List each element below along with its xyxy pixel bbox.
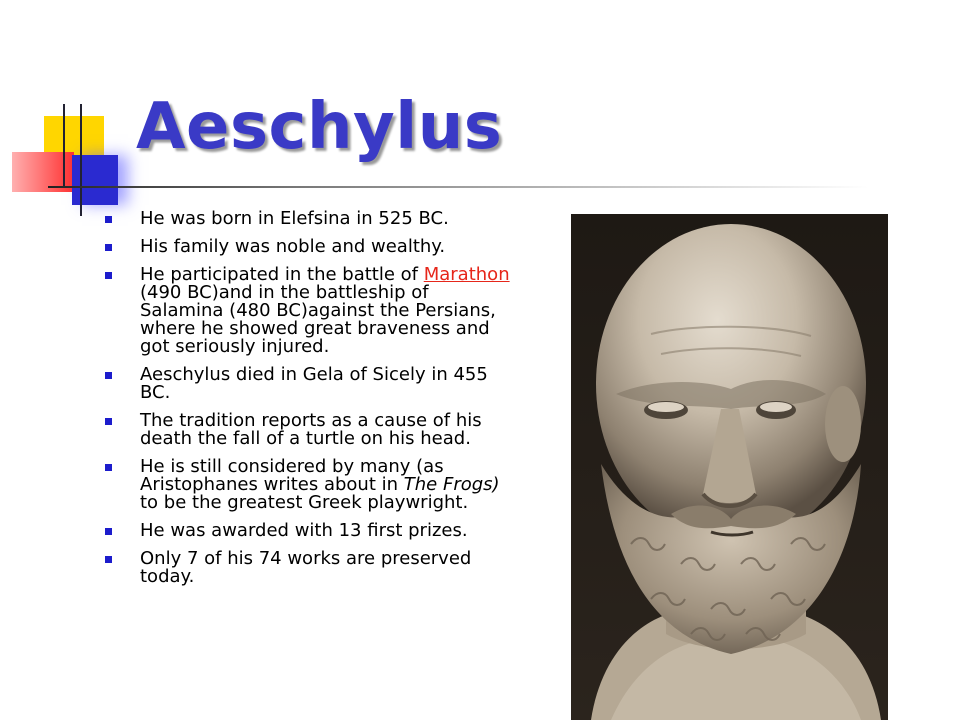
list-item-text: Aeschylus died in Gela of Sicely in 455 BC. (140, 364, 488, 403)
list-item (104, 210, 514, 228)
decor-vertical-line (80, 104, 82, 216)
list-item-text: Only 7 of his 74 works are preserved today. (140, 548, 472, 587)
bullet-square-icon (105, 556, 112, 563)
list-item-text: The tradition reports as a cause of his death the fall of a turtle on his head. (140, 410, 482, 449)
aeschylus-bust-image (571, 214, 888, 720)
decor-blue-square (72, 155, 118, 205)
bullet-square-icon (105, 244, 112, 251)
bullet-square-icon (105, 528, 112, 535)
bullet-square-icon (105, 272, 112, 279)
bullet-square-icon (105, 464, 112, 471)
list-item (104, 550, 514, 586)
list-item (104, 458, 514, 512)
list-item-text: He is still considered by many (as Aristophanes writes about in (140, 456, 444, 495)
title-underline (48, 186, 868, 188)
bullet-square-icon (105, 216, 112, 223)
list-item (104, 366, 514, 402)
list-item (104, 522, 514, 540)
marathon-link[interactable]: Marathon (423, 264, 510, 285)
decor-vertical-line (63, 104, 65, 188)
list-item-text: (490 BC)and in the battleship of Salamina (480 BC)against the Persians, where he showed great braveness and got seriously injured. (140, 282, 496, 357)
list-item-text: He was awarded with 13 first prizes. (140, 520, 468, 541)
the-frogs-title: The Frogs) (403, 474, 500, 495)
list-item-text: He was born in Elefsina in 525 BC. (140, 208, 449, 229)
list-item-text: His family was noble and wealthy. (140, 236, 446, 257)
bullet-list (104, 210, 514, 596)
bullet-square-icon (105, 418, 112, 425)
slide-title: Aeschylus (136, 90, 503, 164)
list-item (104, 412, 514, 448)
list-item-text: to be the greatest Greek playwright. (140, 492, 469, 513)
list-item (104, 238, 514, 256)
bullet-square-icon (105, 372, 112, 379)
list-item-text: He participated in the battle of (140, 264, 424, 285)
list-item (104, 266, 514, 356)
